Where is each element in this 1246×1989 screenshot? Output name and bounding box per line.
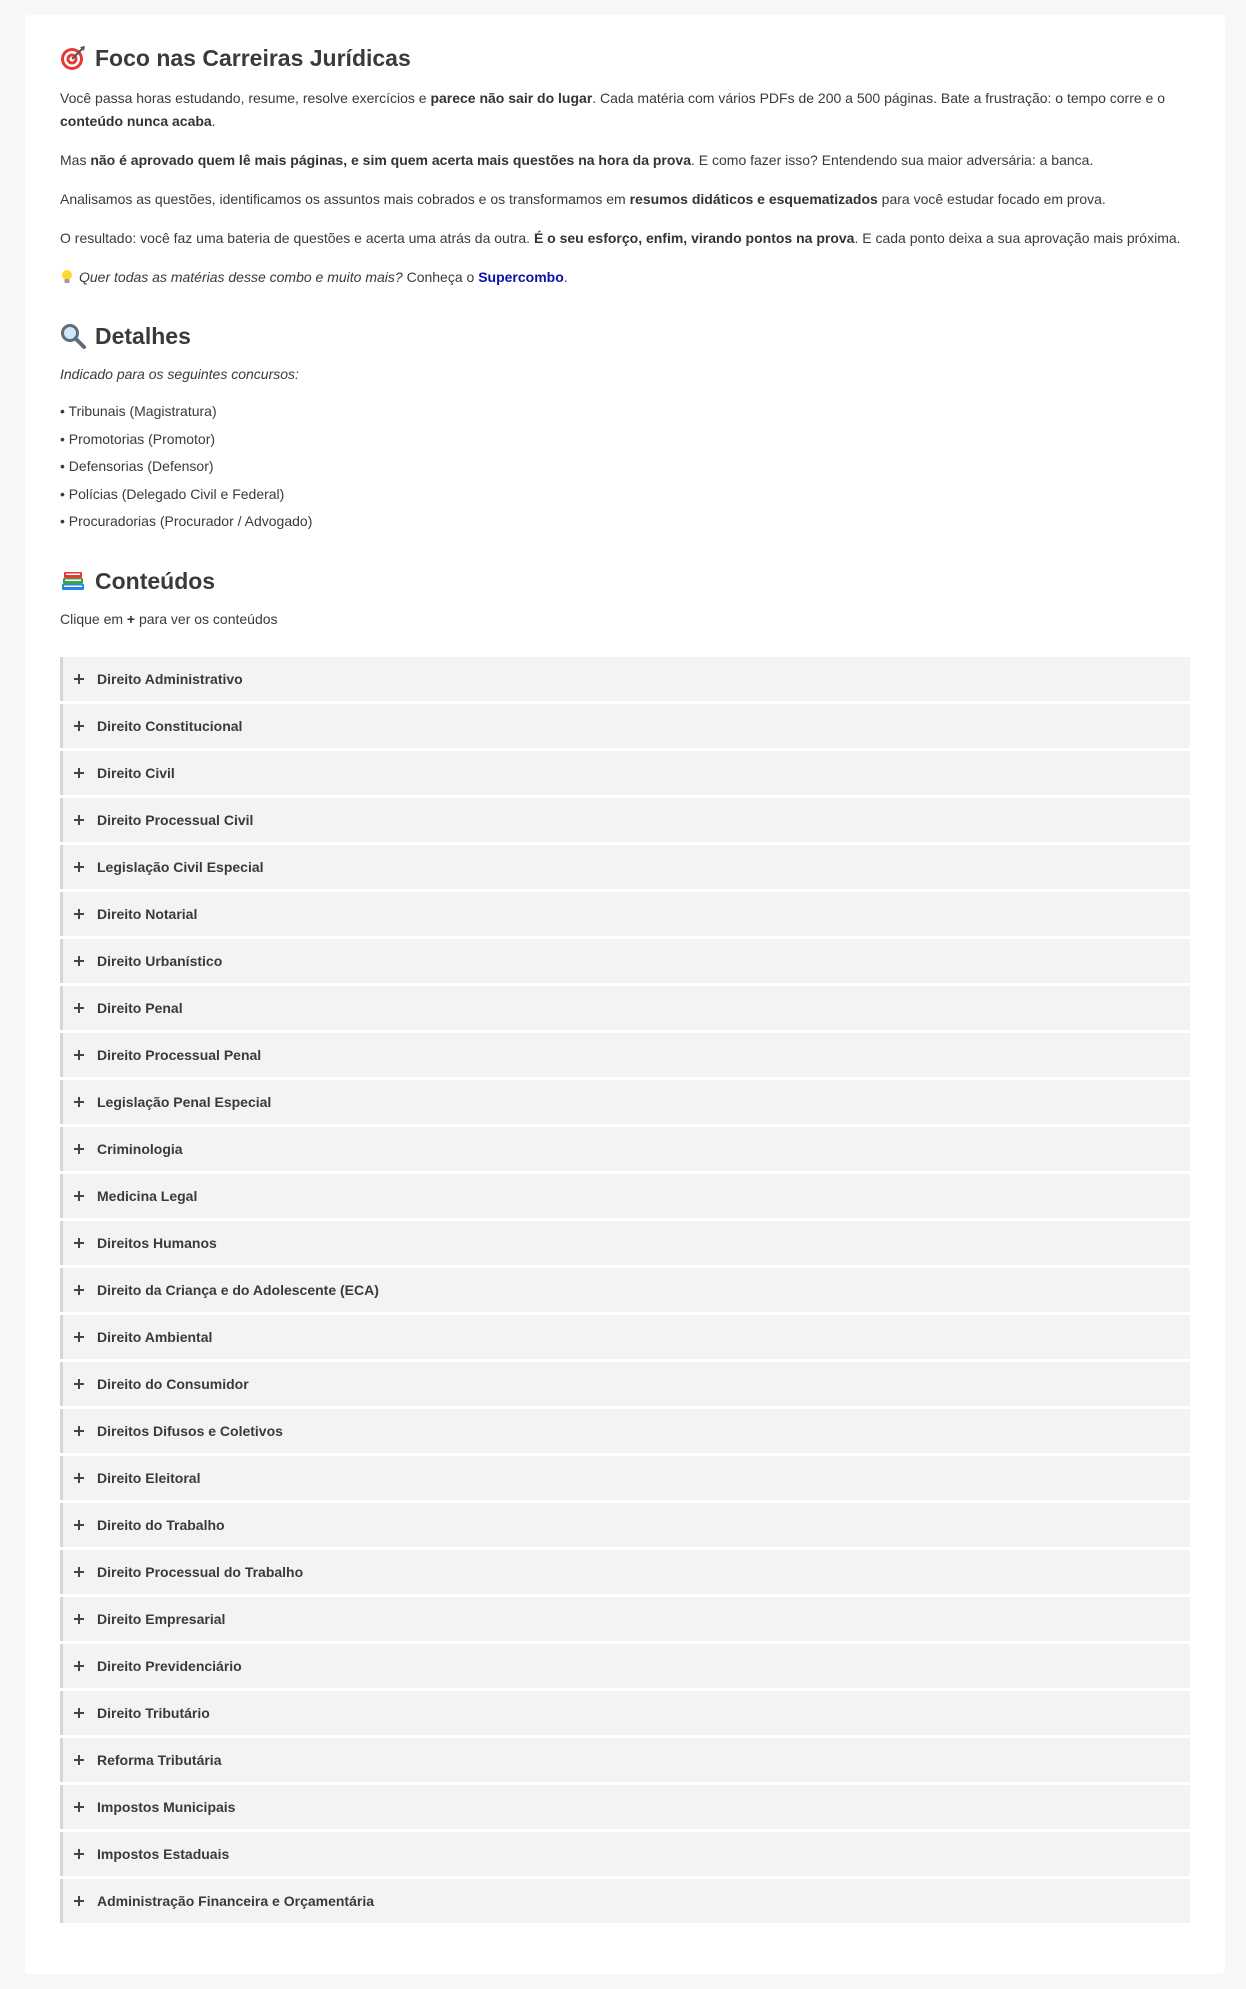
supercombo-link[interactable]: Supercombo	[478, 269, 564, 285]
accordion-label: Impostos Estaduais	[97, 1845, 230, 1862]
accordion-item[interactable]	[60, 1597, 1190, 1641]
accordion-item[interactable]	[60, 1080, 1190, 1124]
intro-paragraph-4: O resultado: você faz uma bateria de questões e acerta uma atrás da outra. É o seu esforço, enfim, virando pontos na prova. E cada ponto deixa a sua aprovação mais próxima.	[60, 230, 1181, 246]
section-title: Foco nas Carreiras Jurídicas	[95, 45, 411, 71]
accordion-label: Criminologia	[97, 1140, 183, 1157]
list-item: • Procuradorias (Procurador / Advogado)	[60, 513, 313, 529]
accordion-item[interactable]	[60, 798, 1190, 842]
contents-accordion	[60, 657, 1190, 1923]
accordion-label: Direito do Trabalho	[97, 1516, 225, 1533]
plus-icon	[73, 1237, 85, 1249]
accordion-item[interactable]	[60, 1550, 1190, 1594]
plus-icon	[73, 1754, 85, 1766]
accordion-label: Direitos Difusos e Coletivos	[97, 1422, 283, 1439]
plus-icon	[73, 908, 85, 920]
accordion-item[interactable]	[60, 1691, 1190, 1735]
list-item: • Polícias (Delegado Civil e Federal)	[60, 485, 285, 502]
accordion-label: Impostos Municipais	[97, 1798, 236, 1815]
target-icon	[60, 45, 86, 71]
plus-icon	[73, 1284, 85, 1296]
accordion-label: Direito Penal	[97, 999, 183, 1016]
section-title: Conteúdos	[95, 567, 216, 594]
contents-hint: Clique em + para ver os conteúdos	[60, 610, 278, 627]
accordion-item[interactable]	[60, 939, 1190, 983]
plus-icon	[73, 673, 85, 685]
accordion-item[interactable]	[60, 1503, 1190, 1547]
plus-icon	[73, 1848, 85, 1860]
accordion-item[interactable]	[60, 1268, 1190, 1312]
accordion-label: Direito do Consumidor	[97, 1375, 249, 1392]
plus-icon	[73, 1707, 85, 1719]
exam-list	[60, 398, 1190, 536]
accordion-item[interactable]	[60, 1409, 1190, 1453]
plus-icon	[73, 1425, 85, 1437]
accordion-item[interactable]	[60, 704, 1190, 748]
accordion-item[interactable]	[60, 1785, 1190, 1829]
section-heading-detalhes	[60, 321, 1190, 351]
accordion-item[interactable]	[60, 1033, 1190, 1077]
list-item: • Defensorias (Defensor)	[60, 458, 214, 474]
plus-icon	[73, 1801, 85, 1813]
accordion-label: Legislação Penal Especial	[97, 1093, 272, 1110]
accordion-item[interactable]	[60, 1879, 1190, 1923]
section-heading-foco	[60, 43, 1190, 73]
plus-icon	[73, 861, 85, 873]
accordion-label: Direito Civil	[97, 764, 175, 781]
accordion-label: Medicina Legal	[97, 1187, 198, 1204]
accordion-item[interactable]	[60, 892, 1190, 936]
plus-icon	[73, 720, 85, 732]
plus-icon	[73, 1472, 85, 1484]
plus-icon	[73, 1143, 85, 1155]
accordion-item[interactable]	[60, 1174, 1190, 1218]
accordion-label: Direito Eleitoral	[97, 1469, 201, 1486]
accordion-label: Direito Notarial	[97, 905, 198, 922]
plus-icon	[73, 1049, 85, 1061]
accordion-label: Direito Processual Civil	[97, 811, 254, 828]
books-icon	[60, 568, 86, 594]
accordion-item[interactable]	[60, 1362, 1190, 1406]
accordion-label: Reforma Tributária	[97, 1751, 222, 1768]
accordion-label: Direitos Humanos	[97, 1234, 217, 1251]
magnifier-icon	[60, 323, 86, 349]
accordion-label: Administração Financeira e Orçamentária	[97, 1892, 374, 1909]
accordion-label: Direito Constitucional	[97, 717, 243, 734]
accordion-label: Direito Ambiental	[97, 1328, 213, 1345]
plus-icon	[73, 955, 85, 967]
accordion-label: Direito Processual do Trabalho	[97, 1563, 304, 1580]
accordion-item[interactable]	[60, 1456, 1190, 1500]
plus-icon	[73, 767, 85, 779]
accordion-label: Direito Administrativo	[97, 670, 243, 687]
accordion-item[interactable]	[60, 1127, 1190, 1171]
accordion-item[interactable]	[60, 751, 1190, 795]
accordion-item[interactable]	[60, 845, 1190, 889]
intro-paragraph-1: Você passa horas estudando, resume, resolve exercícios e parece não sair do lugar. Cada matéria com vários PDFs de 200 a 500 páginas. Bate a frustração: o tempo corre e o conteúdo nunca acaba.	[60, 90, 1166, 129]
list-item: • Tribunais (Magistratura)	[60, 403, 217, 419]
accordion-label: Direito Empresarial	[97, 1610, 226, 1627]
accordion-label: Direito Urbanístico	[97, 952, 223, 969]
plus-icon	[73, 1660, 85, 1672]
plus-icon	[73, 1519, 85, 1531]
accordion-item[interactable]	[60, 1832, 1190, 1876]
intro-paragraph-3: Analisamos as questões, identificamos os assuntos mais cobrados e os transformamos em resumos didáticos e esquematizados para você estudar focado em prova.	[60, 191, 1106, 207]
content-card	[25, 15, 1225, 1974]
supercombo-tip: Quer todas as matérias desse combo e muito mais? Conheça o Supercombo.	[60, 266, 1190, 289]
plus-icon	[73, 1378, 85, 1390]
plus-icon	[73, 1613, 85, 1625]
list-item: • Promotorias (Promotor)	[60, 430, 216, 447]
intro-paragraph-2: Mas não é aprovado quem lê mais páginas, e sim quem acerta mais questões na hora da prova. E como fazer isso? Entendendo sua maior adversária: a banca.	[60, 152, 1094, 168]
accordion-label: Direito da Criança e do Adolescente (ECA)	[97, 1281, 379, 1298]
accordion-label: Direito Tributário	[97, 1704, 210, 1721]
details-intro: Indicado para os seguintes concursos:	[60, 366, 299, 382]
plus-icon	[73, 1096, 85, 1108]
plus-icon	[73, 1190, 85, 1202]
section-title: Detalhes	[95, 323, 191, 349]
plus-icon	[73, 1331, 85, 1343]
section-heading-conteudos	[60, 566, 1190, 596]
lightbulb-icon	[60, 269, 74, 285]
plus-icon	[73, 1895, 85, 1907]
accordion-label: Legislação Civil Especial	[97, 858, 264, 875]
accordion-item[interactable]	[60, 986, 1190, 1030]
plus-icon	[73, 814, 85, 826]
accordion-item[interactable]	[60, 1644, 1190, 1688]
plus-icon	[73, 1002, 85, 1014]
accordion-item[interactable]	[60, 1738, 1190, 1782]
accordion-label: Direito Processual Penal	[97, 1046, 262, 1063]
accordion-item[interactable]	[60, 1315, 1190, 1359]
accordion-item[interactable]	[60, 657, 1190, 701]
accordion-label: Direito Previdenciário	[97, 1657, 242, 1674]
plus-icon	[73, 1566, 85, 1578]
accordion-item[interactable]	[60, 1221, 1190, 1265]
